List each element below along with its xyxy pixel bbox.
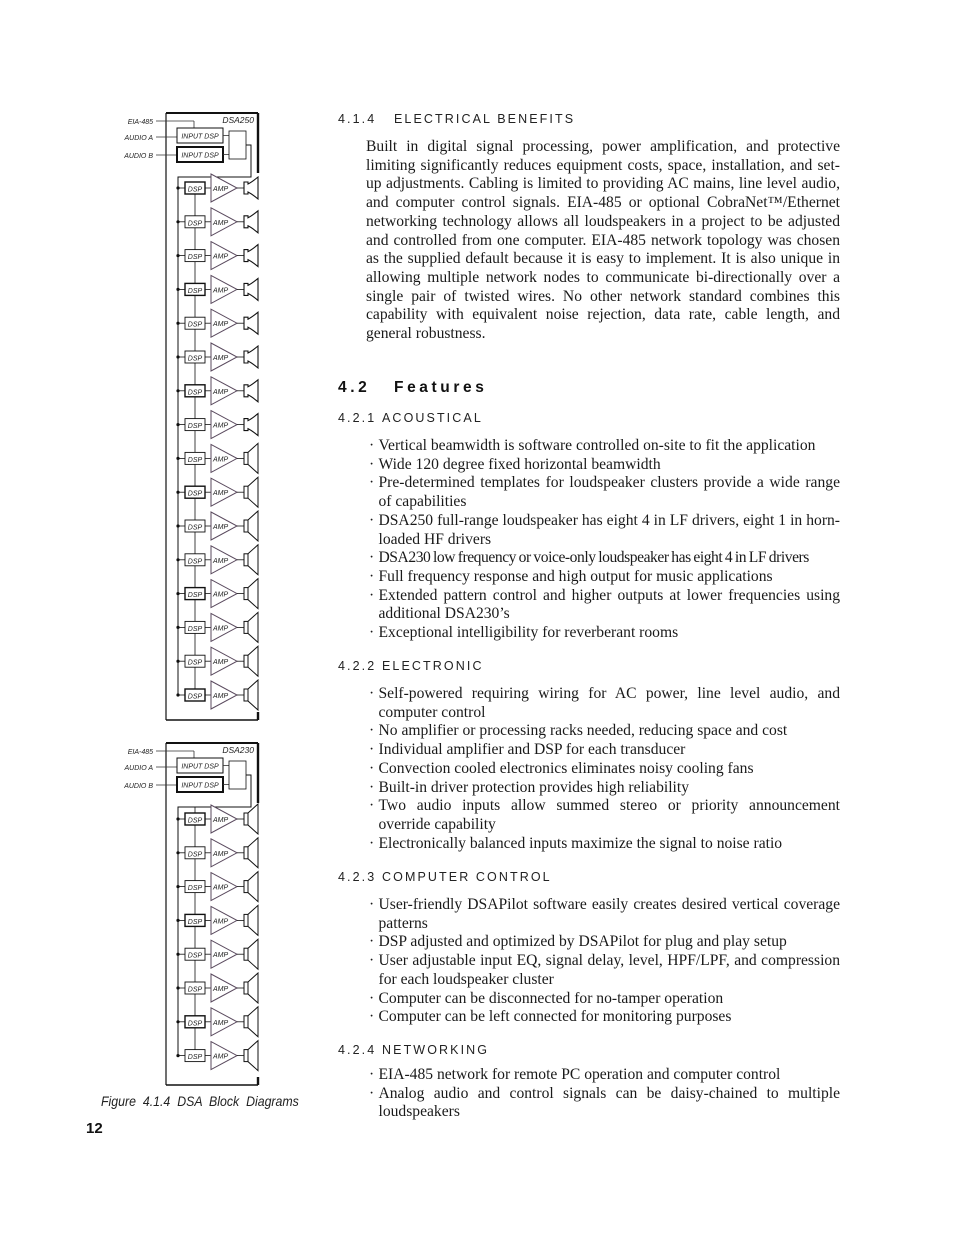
amp-label: AMP [213,524,229,531]
dsp-label: DSP [187,321,203,329]
dsp-label: DSP [187,817,203,825]
horn-driver-icon [244,278,258,300]
dsp-label: DSP [187,625,203,633]
cone-driver-magnet [244,554,248,566]
heading-acoustical [338,411,483,425]
list-item [366,568,840,587]
list-item [366,722,840,741]
dsp-label: DSP [187,254,203,262]
section-number: 4.2 [338,379,371,396]
dsp-label: DSP [187,592,203,600]
cone-driver-icon [248,838,258,868]
bullet-icon: · [369,474,375,492]
bullet-icon: · [369,778,375,796]
amp-label: AMP [213,321,229,329]
bullet-icon: · [369,989,375,1007]
bullet-icon: · [369,586,375,604]
amp-label: AMP [213,456,229,464]
input-label: AUDIO B [124,153,153,160]
section-title: ELECTRICAL BENEFITS [394,112,576,126]
dsp-label: DSP [187,389,203,397]
list-item-text: Exceptional intelligibility for reverberant rooms [378,624,679,642]
list-item-text: Analog audio and control signals can be daisy-chained to multiple loudspeakers [378,1084,840,1121]
list-item [366,933,840,952]
cone-driver-icon [248,872,258,902]
list-item-text: Full frequency response and high output for music applications [378,567,773,585]
amp-label: AMP [213,253,229,261]
horn-driver-icon [244,312,258,334]
amp-label: AMP [213,817,229,824]
cone-driver-magnet [244,1016,248,1028]
amp-label: AMP [213,591,229,599]
section-number: 4.2.4 [338,1043,377,1057]
input-dsp-label: INPUT DSP [181,782,219,790]
bullet-icon: · [369,1084,375,1102]
list-item-text: DSA250 full-range loudspeaker has eight 4 in LF drivers, eight 1 in horn-loaded HF drivers [378,511,840,548]
bullet-icon: · [369,624,375,642]
page-number: 12 [86,1120,103,1137]
list-item [366,952,840,989]
list-item-text: Convection cooled electronics eliminates noisy cooling fans [378,759,754,777]
dsp-label: DSP [187,1020,203,1028]
dsp-label: DSP [187,885,203,893]
list-item-text: Computer can be disconnected for no-tamper operation [378,989,724,1007]
cone-driver-icon [248,646,258,676]
list-item [366,741,840,760]
list-item-text: Extended pattern control and higher outputs at lower frequencies using additional DSA230’s [378,586,840,623]
cone-driver-magnet [244,982,248,994]
input-dsp-label: INPUT DSP [181,152,219,160]
list-item-text: Pre-determined templates for loudspeaker clusters provide a wide range of capabilities [378,474,840,511]
amp-label: AMP [213,388,229,396]
cone-driver-magnet [244,452,248,464]
dsp-label: DSP [187,524,203,532]
amp-label: AMP [213,625,229,633]
mixer-block [229,131,246,159]
cone-driver-magnet [244,881,248,893]
dsp-label: DSP [187,220,203,228]
section-title: NETWORKING [382,1043,490,1057]
bullet-icon: · [369,549,374,567]
horn-driver-icon [244,380,258,402]
list-item-text: EIA-485 network for remote PC operation and computer control [378,1066,781,1083]
heading-networking [338,1043,489,1057]
bullet-icon: · [369,834,375,852]
bullet-icon: · [369,511,375,529]
cone-driver-magnet [244,847,248,859]
cone-driver-magnet [244,486,248,498]
bullet-icon: · [369,567,375,585]
list-item [366,549,840,568]
model-label: DSA250 [222,115,254,125]
horn-driver-icon [244,346,258,368]
bullet-icon: · [369,933,375,951]
acoustical-list [366,437,840,643]
cone-driver-magnet [244,621,248,633]
heading-electrical-benefits [338,112,575,126]
horn-driver-icon [244,245,258,267]
amp-label: AMP [213,918,229,926]
input-label: AUDIO B [124,783,153,790]
cone-driver-magnet [244,520,248,532]
list-item-text: Computer can be left connected for monitoring purposes [378,1008,732,1026]
dsp-label: DSP [187,490,203,498]
bullet-icon: · [369,455,375,473]
dsp-label: DSP [187,287,203,295]
list-item-text: Two audio inputs allow summed stereo or priority announcement override capability [378,797,840,833]
figure-caption: Figure 4.1.4 DSA Block Diagrams [101,1093,299,1109]
bullet-icon: · [369,896,375,913]
cone-driver-icon [248,1041,258,1071]
section-title: COMPUTER CONTROL [382,870,552,884]
list-item [366,1085,840,1122]
amp-label: AMP [213,986,229,993]
section-number: 4.2.1 [338,411,377,425]
cone-driver-icon [248,545,258,575]
input-dsp-label: INPUT DSP [181,133,219,141]
bullet-icon: · [369,437,375,454]
list-item-text: Wide 120 degree fixed horizontal beamwidth [378,455,661,473]
bullet-icon: · [369,685,375,702]
list-item [366,896,840,933]
list-item [366,1008,840,1027]
input-label: AUDIO A [124,135,153,142]
list-item-text: User-friendly DSAPilot software easily creates desired vertical coverage patterns [378,896,840,932]
cone-driver-icon [248,612,258,642]
dsp-label: DSP [187,659,203,667]
list-item-text: Electronically balanced inputs maximize the signal to noise ratio [378,834,783,852]
list-item [366,456,840,475]
horn-driver-icon [244,414,258,436]
bullet-icon: · [369,1066,375,1083]
dsp-label: DSP [187,952,203,960]
amp-label: AMP [213,1053,229,1061]
amp-label: AMP [213,355,229,362]
dsp-label: DSP [187,355,203,363]
networking-list [366,1066,840,1122]
dsp-label: DSP [187,456,203,464]
section-title: ACOUSTICAL [382,411,483,425]
amp-label: AMP [213,850,229,858]
list-item-text: Built-in driver protection provides high reliability [378,778,690,796]
bullet-icon: · [369,952,375,970]
list-item [366,779,840,798]
list-item [366,512,840,549]
bullet-icon: · [369,722,375,740]
cone-driver-icon [248,443,258,473]
dsp-label: DSP [187,186,203,194]
model-label: DSA230 [222,745,254,755]
dsp-label: DSP [187,851,203,859]
list-item [366,835,840,854]
cone-driver-icon [248,973,258,1003]
list-item [366,624,840,643]
section-title: ELECTRONIC [382,659,484,673]
amp-label: AMP [213,1019,229,1027]
cone-driver-icon [248,579,258,609]
cone-driver-magnet [244,914,248,926]
list-item-text: Vertical beamwidth is software controlled on-site to fit the application [378,437,816,454]
list-item [366,797,840,834]
list-item-text: User adjustable input EQ, signal delay, level, HPF/LPF, and compression for each loudspeaker cluster [378,952,840,988]
list-item [366,474,840,511]
amp-label: AMP [213,884,229,892]
heading-electronic [338,659,484,673]
amp-label: AMP [213,557,229,565]
bullet-icon: · [369,1008,375,1026]
amp-label: AMP [213,952,229,960]
heading-features [338,379,487,397]
cone-driver-magnet [244,655,248,667]
computer-control-list [366,896,840,1027]
electronic-list [366,685,840,853]
list-item-text: DSP adjusted and optimized by DSAPilot for plug and play setup [378,933,787,951]
cone-driver-magnet [244,948,248,960]
list-item [366,437,840,456]
list-item [366,1066,840,1085]
section-title: Features [394,379,488,396]
dsp-label: DSP [187,558,203,566]
horn-driver-icon [244,211,258,233]
amp-label: AMP [213,659,229,667]
dsp-label: DSP [187,918,203,926]
list-item [366,587,840,624]
list-item [366,990,840,1009]
list-item-text: Individual amplifier and DSP for each transducer [378,741,686,759]
dsp-label: DSP [187,1054,203,1062]
section-number: 4.2.3 [338,870,377,884]
cone-driver-icon [248,939,258,969]
dsp-label: DSP [187,693,203,701]
list-item-text: Self-powered requiring wiring for AC power, line level audio, and computer control [378,685,840,721]
cone-driver-icon [248,1007,258,1037]
amp-label: AMP [213,219,229,227]
cone-driver-magnet [244,813,248,825]
input-label: EIA-485 [127,119,153,126]
cone-driver-icon [248,804,258,834]
input-label: AUDIO A [124,765,153,772]
horn-driver-icon [244,177,258,199]
list-item [366,760,840,779]
input-dsp-label: INPUT DSP [181,763,219,771]
list-item-text: No amplifier or processing racks needed, reducing space and cost [378,722,788,740]
list-item-text: DSA230 low frequency or voice-only loudspeaker has eight 4 in LF drivers [378,549,809,567]
mixer-block [229,761,246,789]
electrical-benefits-body: Built in digital signal processing, power amplification, and protective limiting significantly reduces equipment costs, space, installation, and set-up adjustments. Cabling is limited to providing AC mains, line level audio, and computer control signals. EIA-485 or optional CobraNet™/Ethernet networking technology allows all loudspeakers in a project to be adjusted and controlled from one computer. EIA-485 network topology was chosen as the supplied default because it is easy to implement. It is also unique in allowing multiple network nodes to communicate bi-directionally over a single pair of twisted wires. No other network standard combines this capability with equivalent noise rejection, data rate, cable length, and general robustness. [366,138,840,343]
amp-label: AMP [213,490,229,498]
cone-driver-magnet [244,588,248,600]
section-number: 4.1.4 [338,112,377,126]
cone-driver-icon [248,477,258,507]
bullet-icon: · [369,741,375,759]
cone-driver-magnet [244,1050,248,1062]
bullet-icon: · [369,797,375,815]
dsp-label: DSP [187,423,203,431]
dsa250-block-diagram [123,113,258,720]
cone-driver-icon [248,680,258,710]
amp-label: AMP [213,186,229,193]
dsa230-block-diagram [123,743,258,1085]
section-number: 4.2.2 [338,659,377,673]
amp-label: AMP [213,422,229,430]
cone-driver-icon [248,905,258,935]
cone-driver-magnet [244,689,248,701]
input-label: EIA-485 [127,749,153,756]
amp-label: AMP [213,287,229,295]
list-item [366,685,840,722]
bullet-icon: · [369,759,375,777]
dsp-label: DSP [187,986,203,994]
cone-driver-icon [248,511,258,541]
amp-label: AMP [213,693,229,700]
heading-computer-control [338,870,552,884]
